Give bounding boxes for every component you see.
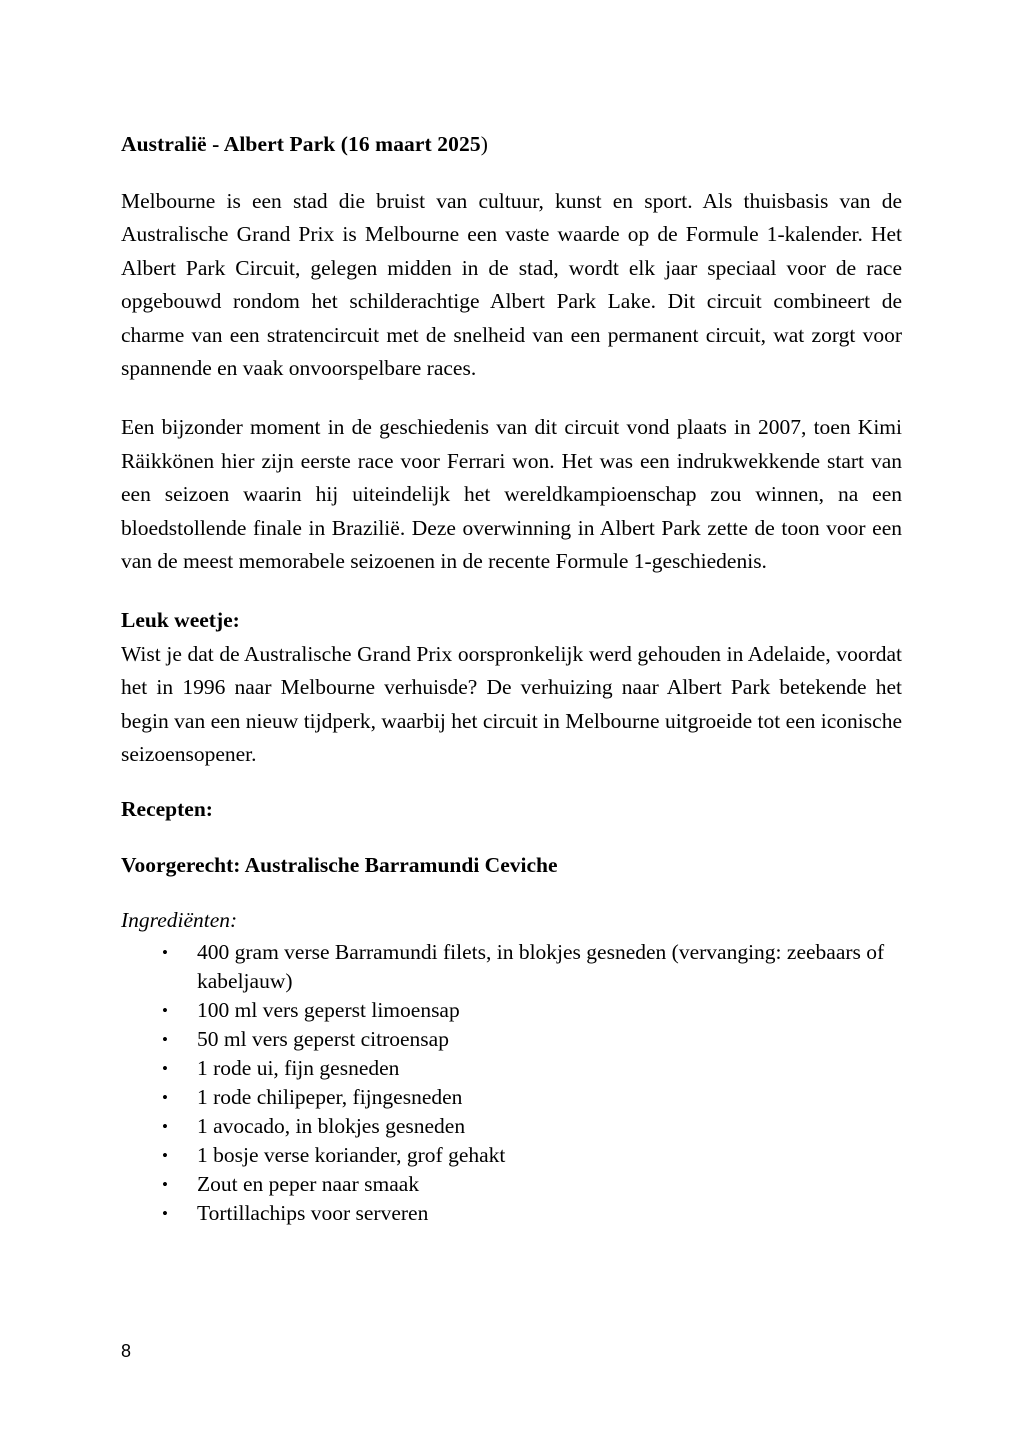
list-item-label: 1 rode chilipeper, fijngesneden [197, 1084, 463, 1109]
list-item [121, 1170, 902, 1199]
list-item [121, 1199, 902, 1228]
bullet-icon: • [162, 1029, 168, 1049]
page-number: 8 [121, 1341, 132, 1361]
list-item-label: 1 rode ui, fijn gesneden [197, 1055, 400, 1080]
spacer [121, 771, 902, 793]
list-item [121, 996, 902, 1025]
spacer [121, 578, 902, 604]
bullet-icon: • [162, 1203, 168, 1223]
list-item-label: 100 ml vers geperst limoensap [197, 997, 460, 1022]
recipes-heading: Recepten: [121, 797, 213, 822]
bullet-icon: • [162, 942, 168, 962]
ingredients-list [121, 938, 902, 1228]
bullet-icon: • [162, 1145, 168, 1165]
bullet-icon: • [162, 1000, 168, 1020]
page-title-bold: Australië - Albert Park (16 maart 2025 [121, 132, 481, 156]
page-title [121, 131, 902, 158]
list-item [121, 1141, 902, 1170]
list-item-label: Zout en peper naar smaak [197, 1171, 420, 1196]
list-item-label: 50 ml vers geperst citroensap [197, 1026, 449, 1051]
spacer [121, 827, 902, 849]
spacer [121, 882, 902, 904]
bullet-icon: • [162, 1058, 168, 1078]
fun-fact-heading: Leuk weetje: [121, 608, 240, 633]
list-item-label: 1 bosje verse koriander, grof gehakt [197, 1142, 506, 1167]
bullet-icon: • [162, 1116, 168, 1136]
paragraph-intro: Melbourne is een stad die bruist van cultuur, kunst en sport. Als thuisbasis van de Australische Grand Prix is Melbourne een vaste waarde op de Formule 1-kalender. Het Albert Park Circuit, gelegen midden in de stad, wordt elk jaar speciaal voor de race opgebouwd rondom het schilderachtige Albert Park Lake. Dit circuit combineert de charme van een stratencircuit met de snelheid van een permanent circuit, wat zorgt voor spannende en vaak onvoorspelbare races. [121, 188, 902, 380]
bullet-icon: • [162, 1087, 168, 1107]
bullet-icon: • [162, 1174, 168, 1194]
spacer [121, 158, 902, 185]
list-item-label: 400 gram verse Barramundi filets, in blokjes gesneden (vervanging: zeebaars of kabeljauw) [197, 939, 885, 993]
list-item [121, 1054, 902, 1083]
page-content [121, 131, 902, 1228]
ingredients-label: Ingrediënten: [121, 908, 238, 933]
list-item [121, 1025, 902, 1054]
list-item-label: 1 avocado, in blokjes gesneden [197, 1113, 466, 1138]
list-item [121, 1083, 902, 1112]
fun-fact-text: Wist je dat de Australische Grand Prix oorspronkelijk werd gehouden in Adelaide, voordat het in 1996 naar Melbourne verhuisde? De verhuizing naar Albert Park betekende het begin van een nieuw tijdperk, waarbij het circuit in Melbourne uitgroeide tot een iconische seizoensopener. [121, 641, 902, 766]
paragraph-history: Een bijzonder moment in de geschiedenis van dit circuit vond plaats in 2007, toen Kimi Räikkönen hier zijn eerste race voor Ferrari won. Het was een indrukwekkende start van een seizoen waarin hij uiteindelijk het wereldkampioenschap zou winnen, na een bloedstollende finale in Brazilië. Deze overwinning in Albert Park zette de toon voor een van de meest memorabele seizoenen in de recente Formule 1-geschiedenis. [121, 415, 902, 573]
list-item [121, 938, 902, 996]
page-title-close-paren: ) [480, 132, 488, 156]
list-item [121, 1112, 902, 1141]
spacer [121, 385, 902, 411]
list-item-label: Tortillachips voor serveren [197, 1200, 429, 1225]
starter-heading: Voorgerecht: Australische Barramundi Ceviche [121, 852, 558, 877]
